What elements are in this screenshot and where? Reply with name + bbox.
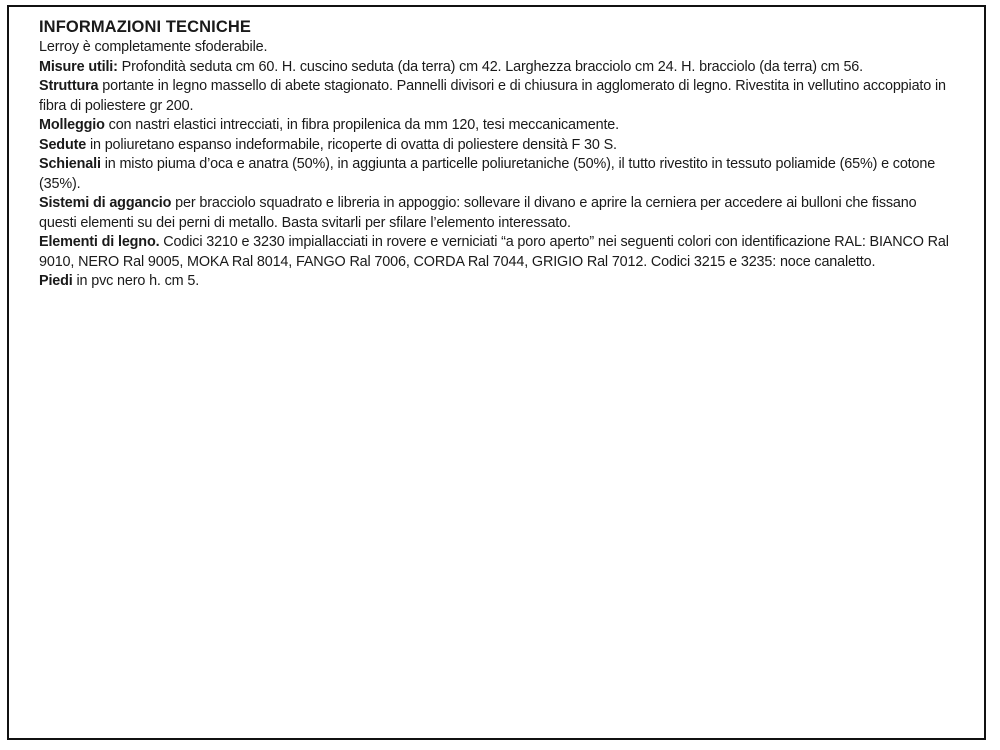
paragraph-lead: Piedi	[39, 273, 73, 289]
paragraph-lead: Struttura	[39, 78, 99, 94]
paragraph-text: in misto piuma d’oca e anatra (50%), in aggiunta a particelle poliuretaniche (50%), il tutto rivestito in tessuto poliamide (65%) e cotone (35%).	[39, 156, 936, 192]
paragraph-lead: Schienali	[39, 156, 101, 172]
paragraph-lead: Sistemi di aggancio	[39, 195, 172, 211]
paragraph-structure	[39, 77, 954, 116]
paragraph-lead: Molleggio	[39, 117, 105, 133]
paragraph-text: con nastri elastici intrecciati, in fibra propilenica da mm 120, tesi meccanicamente.	[104, 117, 620, 133]
paragraph-lead: Misure utili:	[39, 58, 118, 75]
paragraph-lead: Sedute	[39, 136, 87, 153]
document-frame	[7, 5, 986, 740]
paragraph-text: in poliuretano espanso indeformabile, ricoperte di ovatta di poliestere densità F 30 S.	[86, 136, 617, 153]
paragraph-backrests	[39, 155, 954, 194]
paragraph-text: Lerroy è completamente sfoderabile.	[39, 39, 268, 55]
paragraph-fastening-systems	[39, 194, 954, 233]
paragraph-lead: Elementi di legno.	[39, 234, 160, 250]
paragraph-removable-cover	[39, 38, 954, 58]
paragraph-text: per bracciolo squadrato e libreria in appoggio: sollevare il divano e aprire la cerniera per accedere ai bulloni che fissano questi elementi su dei perni di metallo. Basta svitarli per sfilare l’elemento interessato.	[39, 195, 917, 231]
paragraph-text: in pvc nero h. cm 5.	[72, 273, 200, 289]
section-title: INFORMAZIONI TECNICHE	[39, 18, 252, 36]
paragraph-wood-elements	[39, 233, 954, 272]
paragraph-springs	[39, 116, 954, 136]
paragraph-feet	[39, 272, 954, 292]
paragraph-text: Profondità seduta cm 60. H. cuscino seduta (da terra) cm 42. Larghezza bracciolo cm 24. H. bracciolo (da terra) cm 56.	[117, 58, 864, 75]
paragraph-seats	[39, 136, 954, 156]
paragraph-text: Codici 3210 e 3230 impiallacciati in rovere e verniciati “a poro aperto” nei seguenti colori con identificazione RAL: BIANCO Ral 9010, NERO Ral 9005, MOKA Ral 8014, FANGO Ral 7006, CORDA Ral 7044, GRIGIO Ral 7012. Codici 3215 e 3235: noce canaletto.	[39, 234, 949, 270]
paragraph-text: portante in legno massello di abete stagionato. Pannelli divisori e di chiusura in agglomerato di legno. Rivestita in vellutino accoppiato in fibra di poliestere gr 200.	[39, 78, 946, 114]
paragraph-dimensions	[39, 58, 954, 78]
technical-info-section	[39, 17, 954, 292]
